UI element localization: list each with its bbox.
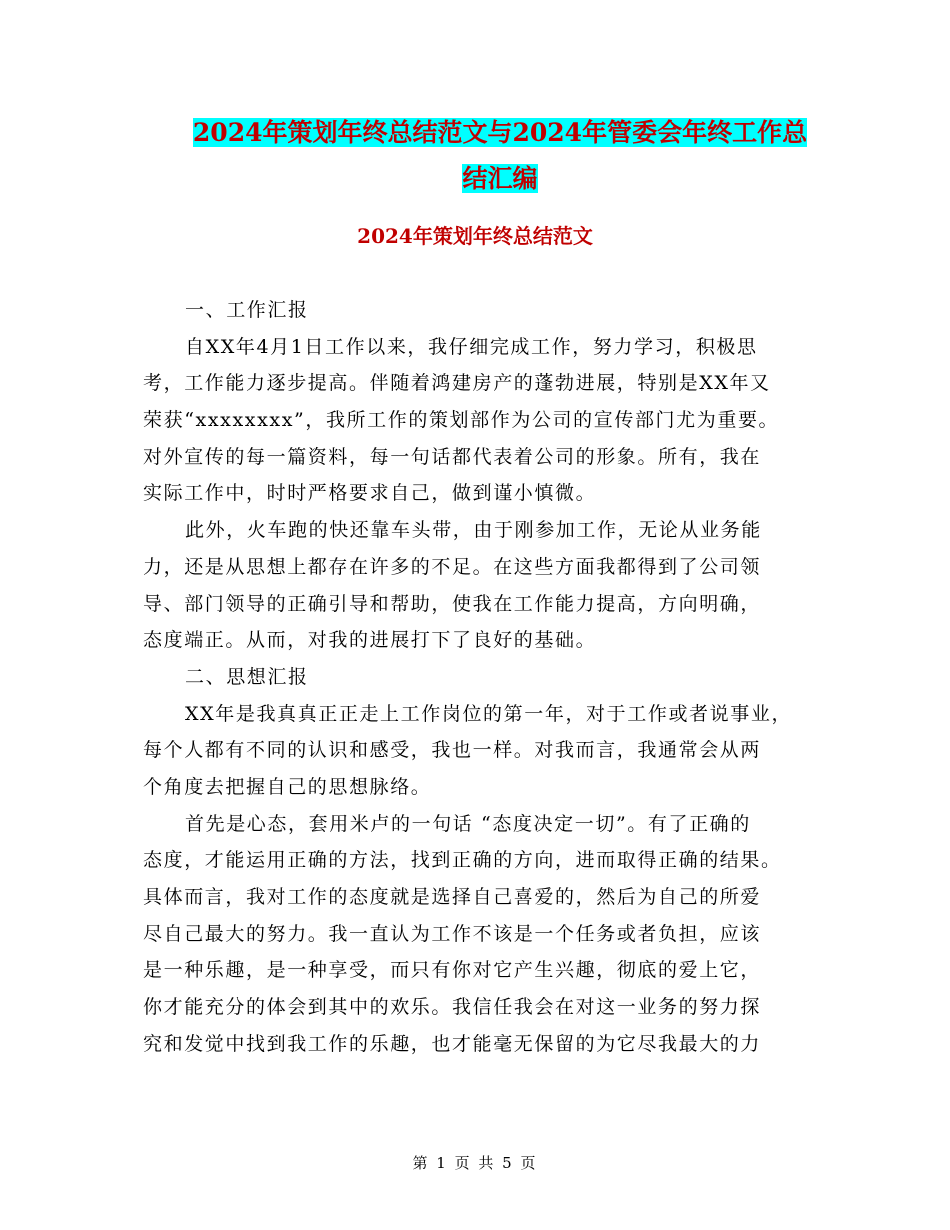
section-title: 2024年策划年终总结范文 bbox=[357, 224, 593, 248]
paragraph-line: 此外，火车跑的快还靠车头带，由于刚参加工作，无论从业务能 bbox=[185, 519, 762, 542]
paragraph-line: 态度端正。从而，对我的进展打下了良好的基础。 bbox=[143, 629, 597, 652]
paragraph-line: 考，工作能力逐步提高。伴随着鸿建房产的蓬勃进展，特别是XX年又 bbox=[143, 372, 771, 395]
document-title bbox=[130, 110, 870, 202]
paragraph-line: 尽自己最大的努力。我一直认为工作不该是一个任务或者负担，应该 bbox=[143, 922, 762, 945]
paragraph-line: 是一种乐趣，是一种享受，而只有你对它产生兴趣，彻底的爱上它， bbox=[143, 959, 762, 982]
paragraph-line: 首先是心态，套用米卢的一句话 “态度决定一切”。有了正确的 bbox=[185, 812, 751, 835]
paragraph-line: 具体而言，我对工作的态度就是选择自己喜爱的，然后为自己的所爱 bbox=[143, 886, 762, 908]
document-body bbox=[143, 292, 813, 1062]
paragraph-line: 对外宣传的每一篇资料，每一句话都代表着公司的形象。所有，我在 bbox=[143, 445, 762, 468]
paragraph-line: 荣获“xxxxxxxx”，我所工作的策划部作为公司的宣传部门尤为重要。 bbox=[143, 409, 780, 432]
paragraph-line: XX年是我真真正正走上工作岗位的第一年，对于工作或者说事业， bbox=[185, 702, 793, 725]
paragraph-line: 究和发觉中找到我工作的乐趣，也才能毫无保留的为它尽我最大的力 bbox=[143, 1032, 762, 1055]
paragraph-line: 个角度去把握自己的思想脉络。 bbox=[143, 775, 432, 798]
paragraph-line: 每个人都有不同的认识和感受，我也一样。对我而言，我通常会从两 bbox=[143, 739, 762, 762]
paragraph-line: 态度，才能运用正确的方法，找到正确的方向，进而取得正确的结果。 bbox=[143, 849, 782, 872]
paragraph-line: 导、部门领导的正确引导和帮助，使我在工作能力提高，方向明确， bbox=[143, 592, 762, 615]
heading-thought-report: 二、思想汇报 bbox=[185, 665, 309, 688]
paragraph-line: 自XX年4月1日工作以来，我仔细完成工作，努力学习，积极思 bbox=[185, 335, 758, 358]
paragraph-line: 实际工作中，时时严格要求自己，做到谨小慎微。 bbox=[143, 482, 597, 505]
paragraph-line: 你才能充分的体会到其中的欢乐。我信任我会在对这一业务的努力探 bbox=[143, 996, 762, 1019]
document-title-line-2: 结汇编 bbox=[462, 164, 538, 193]
paragraph-line: 力，还是从思想上都存在许多的不足。在这些方面我都得到了公司领 bbox=[143, 555, 762, 578]
page-footer: 第 1 页 共 5 页 bbox=[412, 1154, 538, 1172]
document-title-line-1: 2024年策划年终总结范文与2024年管委会年终工作总 bbox=[192, 118, 808, 147]
heading-work-report: 一、工作汇报 bbox=[185, 299, 309, 321]
